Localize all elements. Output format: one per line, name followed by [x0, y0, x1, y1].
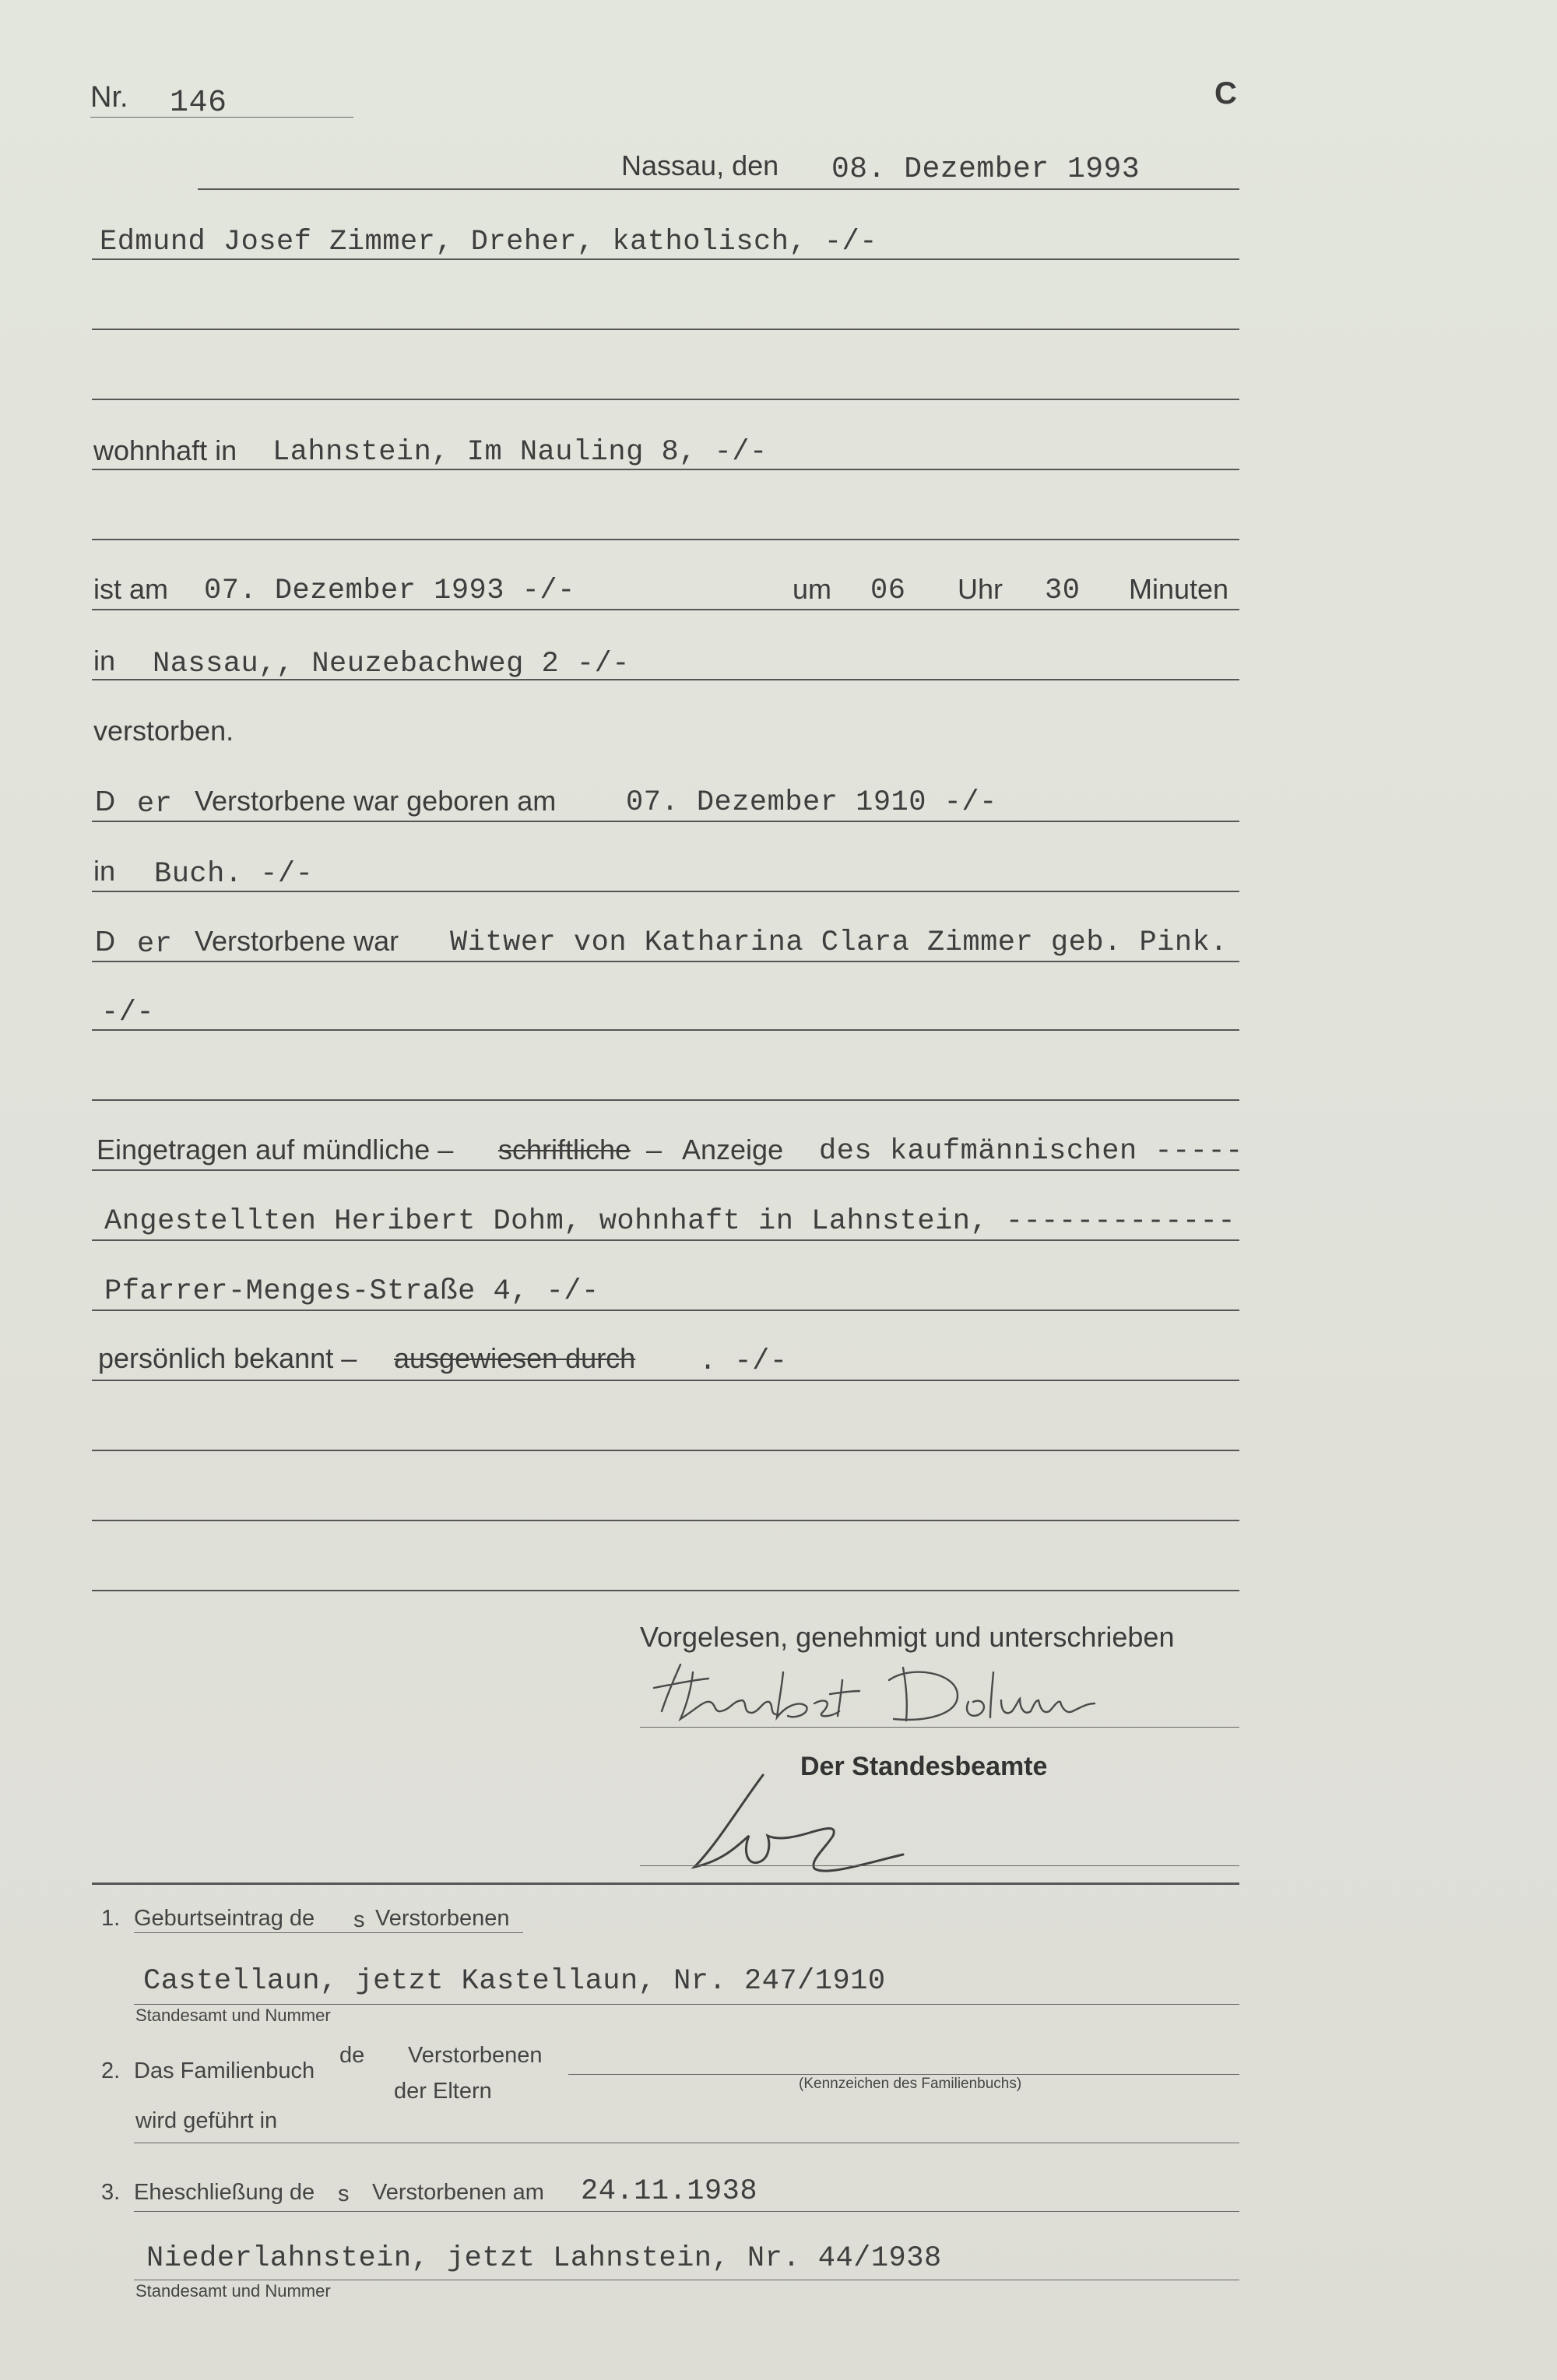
form-letter: C [1214, 76, 1237, 111]
rule-18 [92, 1520, 1239, 1521]
registration-value-2: Angestellten Heribert Dohm, wohnhaft in Lahnstein, ------------- [104, 1205, 1236, 1238]
footnote-1-num: 1. [101, 1906, 121, 1931]
um-label: um [793, 573, 832, 605]
footnote-2-verstorbenen: Verstorbenen [408, 2043, 543, 2068]
rule-19 [92, 1590, 1239, 1591]
birth-date: 07. Dezember 1910 -/- [626, 786, 997, 819]
read-approved-label: Vorgelesen, genehmigt und unterschrieben [640, 1621, 1175, 1653]
footnote-3-date: 24.11.1938 [581, 2175, 758, 2208]
footnote-3-label-b: Verstorbenen am [372, 2180, 544, 2205]
residence-value: Lahnstein, Im Nauling 8, -/- [272, 436, 768, 469]
rule-7 [92, 679, 1239, 680]
birth-place: Buch. -/- [154, 858, 314, 891]
footnote-3-label-s: s [338, 2181, 350, 2206]
death-place: Nassau,, Neuzebachweg 2 -/- [153, 648, 630, 680]
registrar-signature-line [640, 1865, 1239, 1866]
uhr-label: Uhr [958, 573, 1003, 605]
death-hour: 06 [870, 575, 906, 607]
registrar-signature [677, 1752, 942, 1884]
rule-6 [92, 609, 1239, 610]
rule-5 [92, 539, 1239, 540]
person-line: Edmund Josef Zimmer, Dreher, katholisch, -/- [100, 226, 877, 258]
nr-underline [90, 117, 353, 118]
minuten-label: Minuten [1129, 573, 1229, 605]
rule-13 [92, 1169, 1239, 1171]
registration-value-1: des kaufmännischen ----- [819, 1135, 1243, 1168]
footnote-2-num: 2. [101, 2058, 121, 2083]
rule-15 [92, 1310, 1239, 1311]
footnote-3-caption: Standesamt und Nummer [135, 2281, 331, 2301]
footnote-3-value: Niederlahnstein, jetzt Lahnstein, Nr. 44/1938 [146, 2242, 942, 2275]
known-label: persönlich bekannt – [98, 1342, 357, 1374]
footnote-2-wird: wird geführt in [135, 2108, 278, 2133]
footnote-3-label-a: Eheschließung de [134, 2180, 315, 2205]
rule-12 [92, 1099, 1239, 1101]
footnote-1-label-s: s [353, 1907, 365, 1932]
rule-11 [92, 1029, 1239, 1031]
rule-3 [92, 399, 1239, 400]
registration-value-3: Pfarrer-Menges-Straße 4, -/- [104, 1275, 599, 1308]
death-in-label: in [93, 645, 116, 677]
rule-9 [92, 891, 1239, 892]
registrar-label: Der Standesbeamte [800, 1752, 1048, 1781]
marital-continuation: -/- [101, 997, 155, 1029]
rule-17 [92, 1450, 1239, 1451]
death-label: ist am [93, 573, 169, 605]
footnote-3-rule-a [134, 2211, 1239, 2212]
death-minutes: 30 [1045, 575, 1081, 607]
known-value: . -/- [699, 1345, 788, 1378]
rule-8 [92, 821, 1239, 822]
rule-2 [92, 329, 1239, 330]
footnote-2-rule [568, 2074, 1239, 2075]
informant-signature [646, 1657, 1098, 1735]
registration-label-a: Eingetragen auf mündliche – [97, 1134, 454, 1165]
footnote-1-caption: Standesamt und Nummer [135, 2006, 331, 2025]
footnote-3-num: 3. [101, 2180, 121, 2205]
footnote-2-label: Das Familienbuch [134, 2058, 315, 2083]
death-date: 07. Dezember 1993 -/- [204, 575, 575, 607]
rule-16 [92, 1380, 1239, 1381]
entry-date: 08. Dezember 1993 [831, 153, 1141, 186]
place-label: Nassau, den [621, 149, 779, 181]
registration-dash: – [646, 1134, 663, 1165]
marital-label: Verstorbene war [195, 925, 399, 957]
nr-label: Nr. [90, 81, 128, 114]
informant-signature-line [640, 1727, 1239, 1728]
registration-label-b: Anzeige [682, 1134, 784, 1165]
birth-label: Verstorbene war geboren am [195, 785, 557, 817]
footnote-1-label-underline [134, 1932, 523, 1933]
date-underline [198, 188, 1239, 190]
footnote-separator [92, 1883, 1239, 1885]
known-struck: ausgewiesen durch [394, 1342, 636, 1374]
residence-label: wohnhaft in [93, 434, 237, 466]
birth-er-suffix: er [137, 788, 173, 821]
rule-10 [92, 961, 1239, 962]
verstorben-text: verstorben. [93, 715, 234, 747]
rule-4 [92, 469, 1239, 470]
nr-value: 146 [170, 86, 227, 121]
birth-in-label: in [93, 855, 116, 887]
rule-1 [92, 258, 1239, 260]
footnote-2-de: de [339, 2043, 365, 2068]
registration-struck: schriftliche [498, 1134, 631, 1165]
footnote-1-label-b: Verstorbenen [375, 1906, 510, 1931]
footnote-2-eltern: der Eltern [394, 2079, 492, 2104]
footnote-1-value: Castellaun, jetzt Kastellaun, Nr. 247/1910 [143, 1965, 886, 1998]
footnote-1-label-a: Geburtseintrag de [134, 1906, 315, 1931]
marital-d-prefix: D [95, 925, 115, 957]
marital-er-suffix: er [137, 928, 173, 961]
rule-14 [92, 1239, 1239, 1241]
footnote-1-rule [134, 2004, 1239, 2005]
birth-d-prefix: D [95, 785, 115, 817]
marital-value: Witwer von Katharina Clara Zimmer geb. Pink. [450, 926, 1228, 959]
footnote-2-caption: (Kennzeichen des Familienbuchs) [799, 2076, 1022, 2092]
